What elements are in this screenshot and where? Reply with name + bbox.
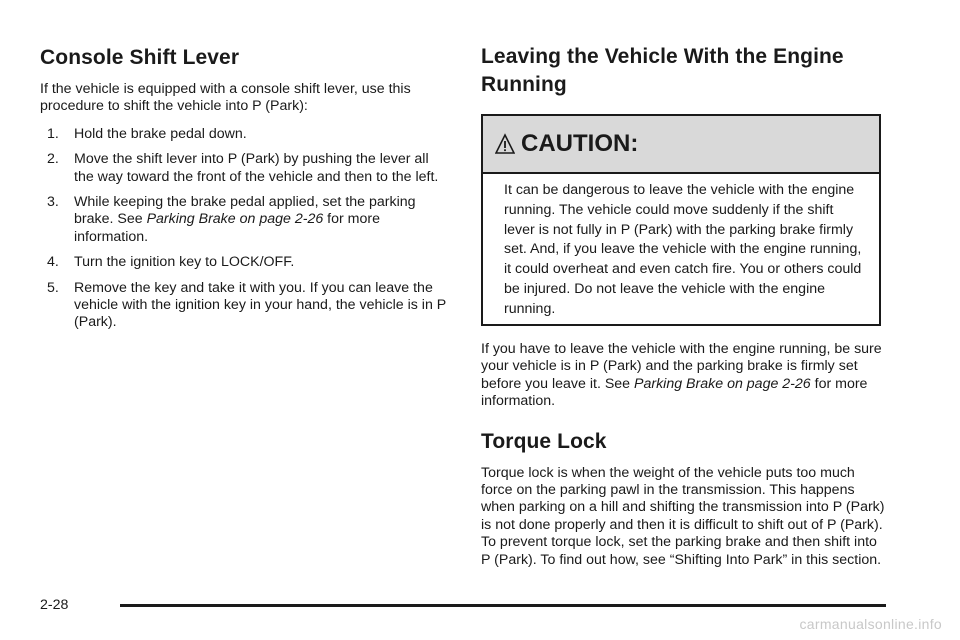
watermark: carmanualsonline.info: [799, 616, 942, 632]
caution-label: CAUTION:: [521, 130, 639, 157]
page-number: 2-28: [40, 597, 69, 613]
caution-text: It can be dangerous to leave the vehicle with the engine running. The vehicle could move suddenly if the shift lever is not fully in P (Park) with the parking brake firmly set. And, if you leave the vehicle with the engine running, it could overheat and even catch fire. You or others could be injured. Do not leave the vehicle with the engine running.: [504, 182, 862, 317]
footer-rule: [120, 604, 886, 607]
caution-box: [481, 114, 881, 326]
caution-header: [483, 116, 879, 174]
cross-reference-link[interactable]: Parking Brake on page 2-26: [634, 375, 811, 392]
step-item: 3. While keeping the brake pedal applied, set the parking brake. See Parking Brake on page 2-26 for more information.: [47, 194, 416, 245]
right-column-bottom: [481, 341, 886, 569]
intro-paragraph: If the vehicle is equipped with a console shift lever, use this procedure to shift the vehicle into P (Park):: [40, 81, 411, 115]
step-item: 1. Hold the brake pedal down.: [47, 125, 247, 142]
step-item: 5. Remove the key and take it with you. If you can leave the vehicle with the ignition key in your hand, the vehicle is in P (Park).: [47, 279, 446, 331]
left-column: [40, 0, 450, 340]
torque-lock-paragraph: Torque lock is when the weight of the vehicle puts too much force on the parking pawl in the transmission. This happens when parking on a hill and shifting the transmission into P (Park) is not done properly and then it is difficult to shift out of P (Park). To prevent torque lock, set the parking brake and then shift into P (Park). To find out how, see “Shifting Into Park” in this section.: [481, 464, 885, 568]
leaving-vehicle-paragraph: If you have to leave the vehicle with the engine running, be sure your vehicle is in P (Park) and the parking brake is firmly set before you leave it. See Parking Brake on page 2-26 for more information.: [481, 341, 882, 410]
section-title-leaving-vehicle: Leaving the Vehicle With the Engine Running: [481, 45, 844, 96]
step-item: 2. Move the shift lever into P (Park) by pushing the lever all the way toward the front of the vehicle and then to the left.: [47, 151, 439, 185]
procedure-steps: [40, 126, 450, 332]
right-column-top: [481, 0, 886, 99]
warning-triangle-icon: [495, 133, 515, 155]
step-item: 4. Turn the ignition key to LOCK/OFF.: [47, 254, 295, 271]
section-title-torque-lock: Torque Lock: [481, 429, 607, 453]
cross-reference-link[interactable]: Parking Brake on page 2-26: [146, 211, 324, 228]
section-title-console-shift-lever: Console Shift Lever: [40, 46, 240, 69]
